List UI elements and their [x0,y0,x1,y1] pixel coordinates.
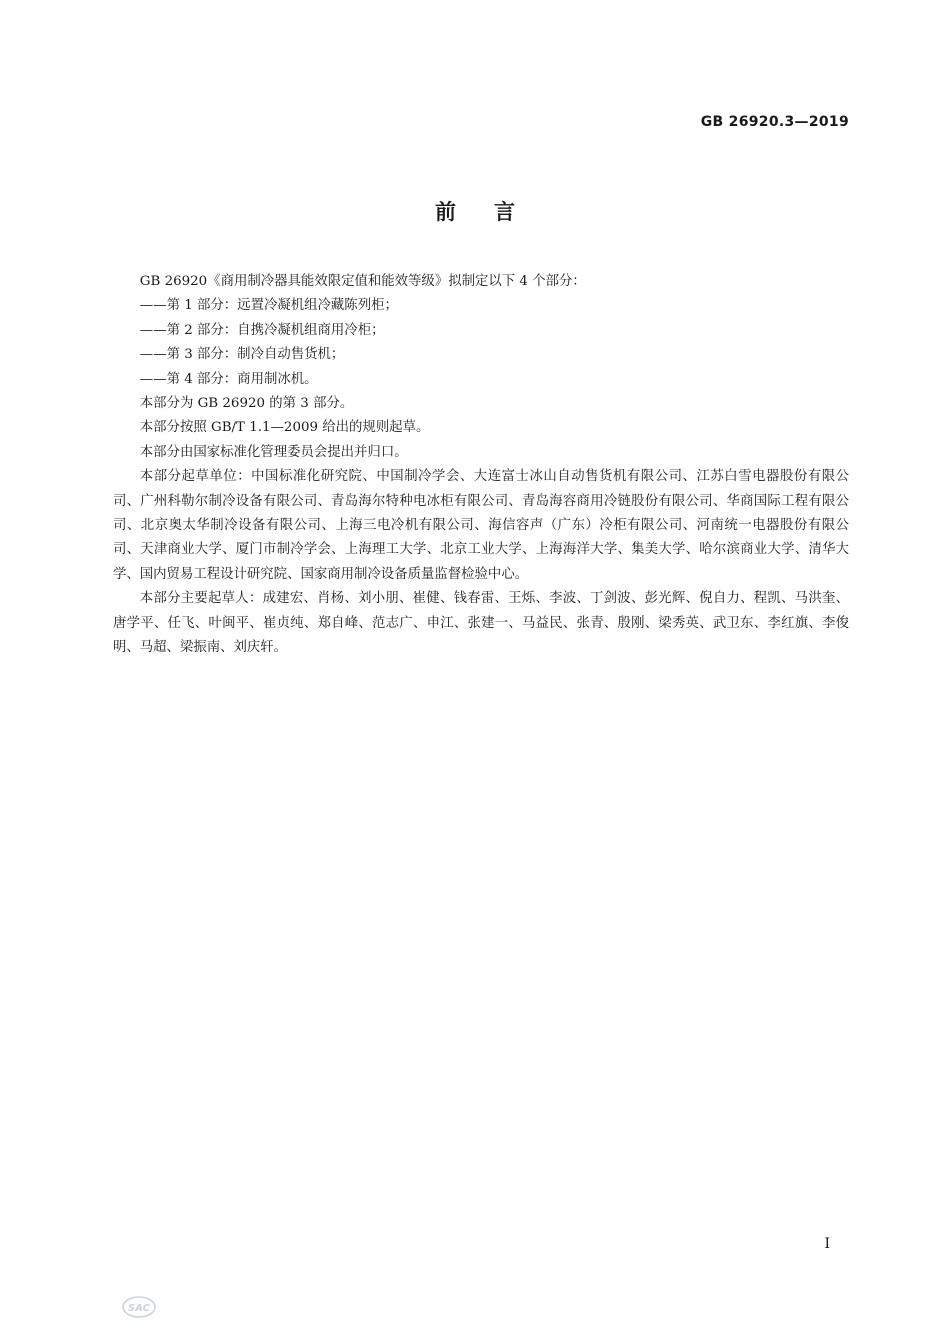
main-drafters-paragraph: 本部分主要起草人：成建宏、肖杨、刘小朋、崔健、钱春雷、王烁、李波、丁剑波、彭光辉、倪自力、程凯、马洪奎、唐学平、任飞、叶闽平、崔贞纯、郑自峰、范志广、申江、张建一、马益民、张青、殷刚、梁秀英、武卫东、李红旗、李俊明、马超、梁振南、刘庆轩。 [113,591,849,656]
drafting-units-paragraph: 本部分起草单位：中国标准化研究院、中国制冷学会、大连富士冰山自动售货机有限公司、江苏白雪电器股份有限公司、广州科勒尔制冷设备有限公司、青岛海尔特种电冰柜有限公司、青岛海容商用冷链股份有限公司、华商国际工程有限公司、北京奥太华制冷设备有限公司、上海三电冷机有限公司、海信容声（广东）冷柜有限公司、河南统一电器股份有限公司、天津商业大学、厦门市制冷学会、上海理工大学、北京工业大学、上海海洋大学、集美大学、哈尔滨商业大学、清华大学、国内贸易工程设计研究院、国家商用制冷设备质量监督检验中心。 [113,469,849,582]
drafting-rules-paragraph: 本部分按照 GB/T 1.1—2009 给出的规则起草。 [139,420,430,436]
parts-list [113,294,849,392]
proposed-by-paragraph: 本部分由国家标准化管理委员会提出并归口。 [139,444,408,460]
sac-logo-icon [121,1295,157,1319]
page-title: 前言 [435,200,553,224]
list-item: ——第 3 部分：制冷自动售货机； [139,347,345,363]
foreword-body [113,270,849,661]
this-part-paragraph: 本部分为 GB 26920 的第 3 部分。 [139,396,354,412]
sac-logo-text: SAC [128,1303,150,1314]
intro-paragraph: GB 26920《商用制冷器具能效限定值和能效等级》拟制定以下 4 个部分： [139,274,586,289]
list-item: ——第 2 部分：自携冷凝机组商用冷柜； [139,322,385,338]
list-item: ——第 4 部分：商用制冰机。 [139,371,318,387]
page-number: I [824,1236,830,1252]
standard-code: GB 26920.3—2019 [700,114,849,130]
list-item: ——第 1 部分：远置冷凝机组冷藏陈列柜； [139,298,398,314]
